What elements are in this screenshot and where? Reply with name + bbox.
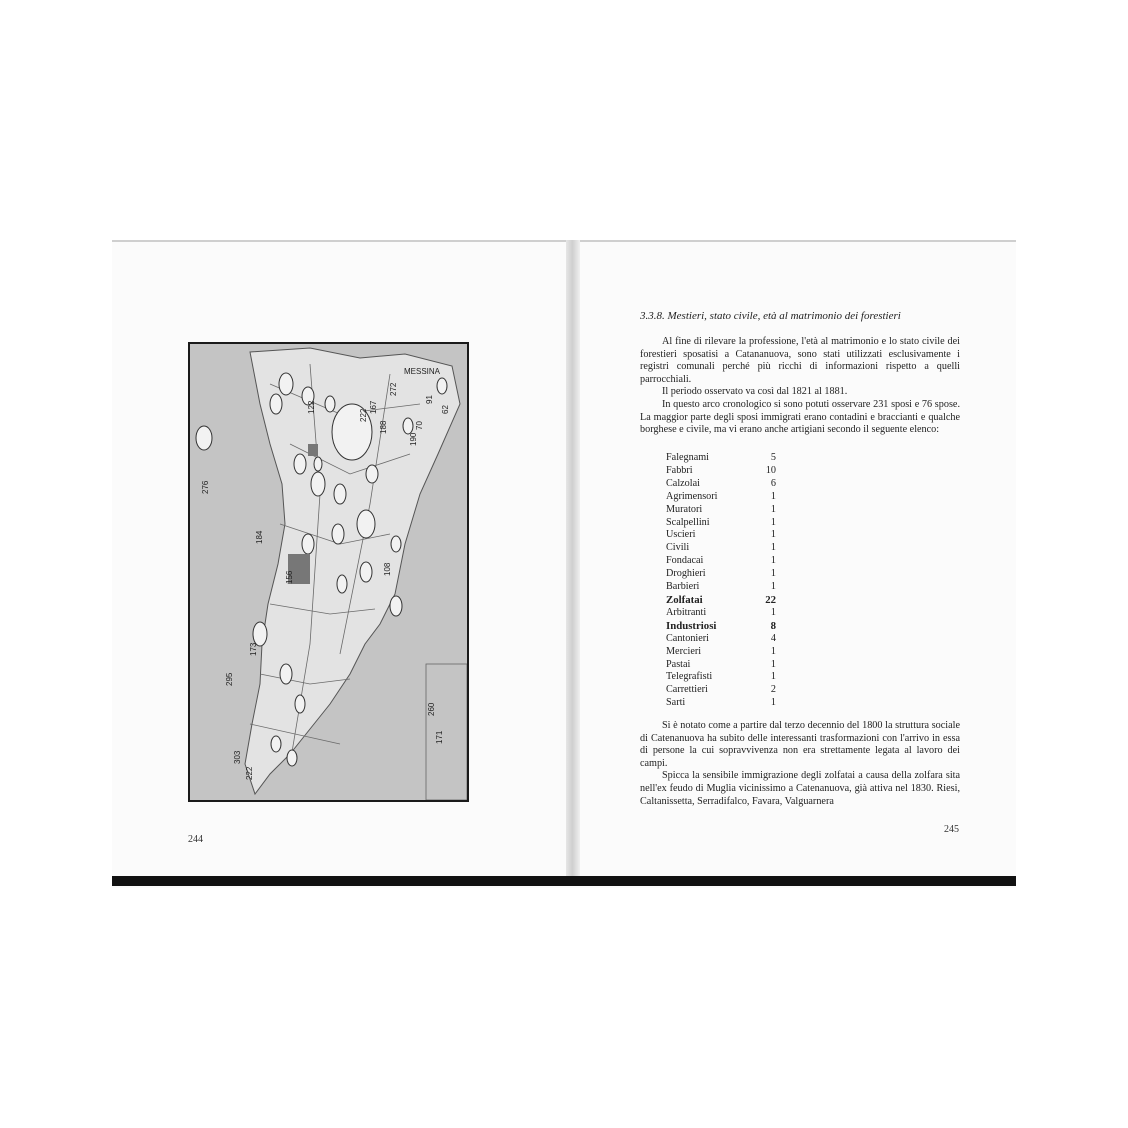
map-label: 167 (369, 400, 378, 414)
trade-name: Arbitranti (666, 606, 707, 618)
trade-row (666, 671, 776, 684)
paragraph: Al fine di rilevare la professione, l'età al matrimonio e lo stato civile dei forestieri sposatisi a Catananuova, sono stati utilizzati esclusivamente i registri comunali perché più ricchi di informazioni rispetto a quelli parrocchiali. (640, 336, 960, 385)
trade-row (666, 529, 776, 542)
trade-count: 1 (770, 555, 776, 567)
trade-count: 4 (770, 632, 776, 644)
map-label: 190 (409, 432, 418, 446)
trade-row (666, 452, 776, 465)
trade-name: Muratori (666, 503, 703, 515)
trade-row (666, 607, 776, 620)
trade-name: Droghieri (666, 568, 706, 580)
trade-count: 8 (770, 619, 776, 632)
intro-text (640, 336, 960, 437)
trade-row (666, 478, 776, 491)
paragraph: Spicca la sensibile immigrazione degli zolfatai a causa della zolfara sita nell'ex feudo di Muglia vicinissimo a Catenanuova, già attiva nel 1830. Riesi, Caltanissetta, Serradifalco, Favara, Valguarnera (640, 770, 960, 807)
map-label: MESSINA (404, 367, 441, 376)
trade-row (666, 504, 776, 517)
trade-row (666, 465, 776, 478)
trade-count: 1 (770, 568, 776, 580)
trade-name: Mercieri (666, 645, 702, 657)
trade-row (666, 697, 776, 710)
map-label: 173 (249, 642, 258, 656)
trade-name: Pastai (666, 658, 691, 670)
trade-count: 1 (770, 645, 776, 657)
paragraph: Si è notato come a partire dal terzo decennio del 1800 la struttura sociale di Catenanuova ha subito delle interessanti trasformazioni con l'arrivo in essa di persone la cui sopravvivenza non era strettamente legata al lavoro dei campi. (640, 720, 960, 769)
section-title: 3.3.8. Mestieri, stato civile, età al matrimonio dei forestieri (640, 310, 901, 322)
trade-name: Zolfatai (666, 593, 703, 606)
scan-edge (112, 876, 1016, 886)
trade-name: Fabbri (666, 464, 693, 476)
trade-row (666, 633, 776, 646)
trade-count: 1 (770, 542, 776, 554)
map-label: 272 (389, 382, 398, 396)
trade-count: 1 (770, 697, 776, 709)
trade-name: Industriosi (666, 619, 717, 632)
map-label: 62 (441, 405, 450, 414)
trade-row (666, 542, 776, 555)
trade-count: 10 (765, 464, 776, 476)
map-label: 108 (383, 562, 392, 576)
map-label: 171 (435, 730, 444, 744)
map-label: 188 (379, 420, 388, 434)
right-page (580, 242, 1016, 876)
outro-text (640, 720, 960, 808)
trade-row (666, 684, 776, 697)
trade-count: 1 (770, 529, 776, 541)
map-label: 260 (427, 702, 436, 716)
trade-count: 5 (770, 452, 776, 463)
trade-name: Barbieri (666, 581, 700, 593)
map-label: 222 (359, 408, 368, 422)
trade-row (666, 517, 776, 530)
trade-count: 1 (770, 658, 776, 670)
map-label: 156 (285, 570, 294, 584)
trade-name: Scalpellini (666, 516, 710, 528)
map-label: 184 (255, 530, 264, 544)
trade-name: Telegrafisti (666, 671, 713, 683)
page-number-right: 245 (944, 824, 959, 835)
trades-list (666, 452, 776, 710)
trade-name: Civili (666, 542, 690, 554)
map-label: 276 (201, 480, 210, 494)
map-label: 222 (245, 766, 254, 780)
map-figure (188, 342, 469, 802)
trade-row (666, 581, 776, 594)
trade-count: 22 (765, 593, 776, 606)
trade-row (666, 568, 776, 581)
trade-name: Falegnami (666, 452, 710, 463)
trade-count: 2 (770, 684, 776, 696)
trade-count: 1 (770, 490, 776, 502)
trade-row (666, 555, 776, 568)
trade-name: Uscieri (666, 529, 696, 541)
map-label: 91 (425, 395, 434, 404)
map-image (190, 344, 467, 800)
trade-count: 1 (770, 606, 776, 618)
trade-row (666, 620, 776, 633)
trade-count: 1 (770, 581, 776, 593)
left-page (112, 242, 566, 876)
map-label: 303 (233, 750, 242, 764)
map-label: 122 (307, 400, 316, 414)
trade-name: Agrimensori (666, 490, 718, 502)
trade-count: 1 (770, 516, 776, 528)
trade-name: Calzolai (666, 477, 700, 489)
trade-row (666, 646, 776, 659)
trade-row (666, 491, 776, 504)
trade-name: Fondacai (666, 555, 704, 567)
trade-name: Sarti (666, 697, 686, 709)
map-label: 70 (415, 421, 424, 430)
trade-count: 1 (770, 503, 776, 515)
paragraph: In questo arco cronologico si sono potuti osservare 231 sposi e 76 spose. La maggior parte degli sposi immigrati erano contadini e braccianti e qualche borghese e civile, ma vi erano anche artigiani secondo il seguente elenco: (640, 398, 960, 436)
map-label: 295 (225, 672, 234, 686)
trade-count: 1 (770, 671, 776, 683)
book-gutter (566, 240, 580, 880)
trade-name: Carrettieri (666, 684, 708, 696)
trade-name: Cantonieri (666, 632, 710, 644)
trade-count: 6 (770, 477, 776, 489)
paragraph: Il periodo osservato va così dal 1821 al 1881. (662, 386, 848, 398)
trade-row (666, 659, 776, 672)
page-number-left: 244 (188, 834, 203, 845)
trade-row (666, 594, 776, 607)
